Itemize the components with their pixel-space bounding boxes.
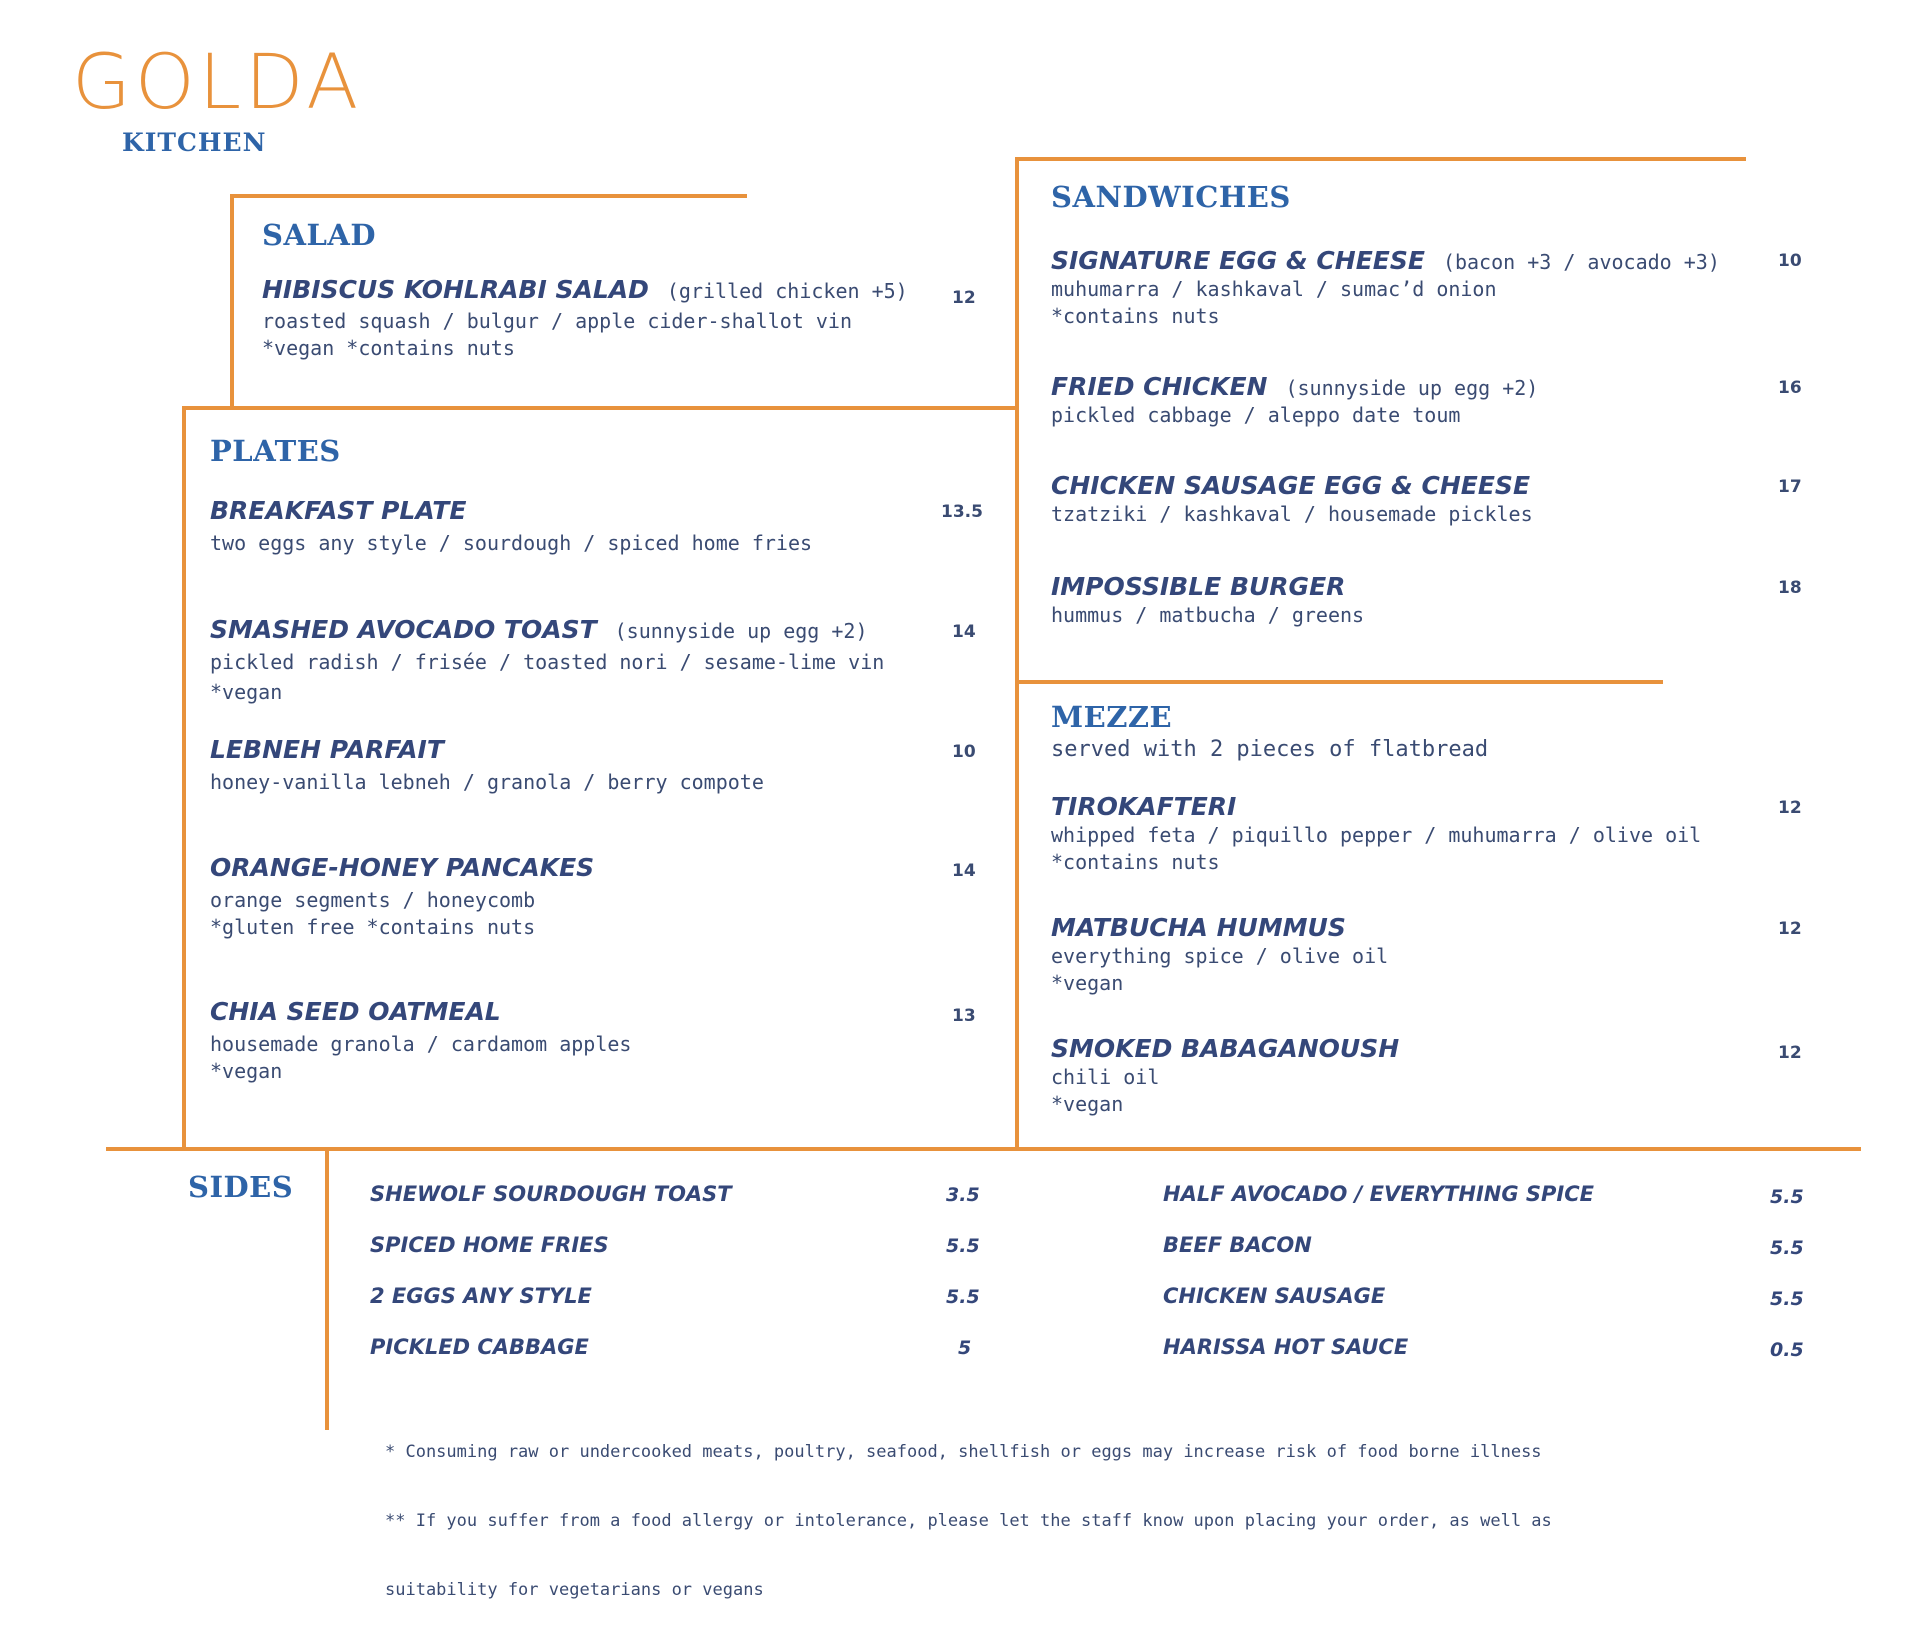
section-title-plates: PLATES: [210, 434, 341, 468]
menu-item: [1051, 1034, 1399, 1118]
item-price: 10: [1778, 251, 1802, 271]
item-price: 12: [1778, 798, 1802, 818]
section-title-sandwiches: SANDWICHES: [1051, 180, 1291, 214]
section-title-mezze: MEZZE: [1051, 700, 1173, 734]
menu-item: [210, 496, 812, 557]
side-item-name: PICKLED CABBAGE: [370, 1335, 589, 1359]
item-name: ORANGE-HONEY PANCAKES: [210, 853, 595, 882]
item-price: 14: [952, 861, 976, 881]
menu-item: [210, 615, 884, 706]
item-description: chili oil: [1051, 1065, 1160, 1089]
side-item-name: HARISSA HOT SAUCE: [1163, 1335, 1409, 1359]
item-description: pickled cabbage / aleppo date toum: [1051, 403, 1461, 427]
section-subtitle-mezze: served with 2 pieces of flatbread: [1051, 737, 1489, 762]
menu-item: [1051, 471, 1533, 528]
item-dietary-note: *vegan *contains nuts: [262, 336, 515, 360]
section-title-salad: SALAD: [262, 218, 376, 252]
side-item-price: 0.5: [1770, 1339, 1804, 1361]
side-item-name: CHICKEN SAUSAGE: [1163, 1284, 1386, 1308]
item-description: muhumarra / kashkaval / sumac’d onion: [1051, 277, 1497, 301]
side-item-price: 5.5: [1770, 1186, 1804, 1208]
item-description: orange segments / honeycomb: [210, 888, 536, 912]
item-price: 14: [952, 622, 976, 642]
item-name: SMASHED AVOCADO TOAST: [210, 615, 597, 644]
item-dietary-note: *gluten free *contains nuts: [210, 915, 536, 939]
item-name: HIBISCUS KOHLRABI SALAD: [262, 275, 649, 304]
divider-sandwiches-top: [1015, 157, 1746, 161]
item-description: two eggs any style / sourdough / spiced home fries: [210, 531, 813, 555]
side-item-price: 5.5: [946, 1235, 980, 1257]
item-price: 17: [1778, 477, 1802, 497]
menu-item: [262, 275, 908, 362]
side-item-price: 5.5: [1770, 1288, 1804, 1310]
side-item-price: 3.5: [946, 1184, 980, 1206]
divider-salad-top: [230, 194, 747, 198]
item-description: hummus / matbucha / greens: [1051, 603, 1365, 627]
divider-plates-top: [182, 406, 1019, 410]
logo-subtitle: KITCHEN: [122, 128, 267, 157]
item-description: pickled radish / frisée / toasted nori / sesame-lime vin: [210, 650, 885, 674]
item-addon: (sunnyside up egg +2): [1285, 376, 1539, 400]
item-dietary-note: *vegan: [1051, 971, 1124, 995]
footnote-food-safety: * Consuming raw or undercooked meats, poultry, seafood, shellfish or eggs may increase risk of food borne illness: [385, 1442, 1542, 1462]
item-name: FRIED CHICKEN: [1051, 372, 1268, 401]
footnote-allergy: ** If you suffer from a food allergy or intolerance, please let the staff know upon placing your order, as well as: [385, 1511, 1552, 1531]
item-price: 18: [1778, 578, 1802, 598]
item-description: honey-vanilla lebneh / granola / berry compote: [210, 770, 764, 794]
item-price: 12: [1778, 1043, 1802, 1063]
item-name: LEBNEH PARFAIT: [210, 735, 444, 764]
item-name: SIGNATURE EGG & CHEESE: [1051, 246, 1425, 275]
footnote-allergy-continued: suitability for vegetarians or vegans: [385, 1580, 764, 1600]
divider-salad-left: [230, 194, 234, 408]
item-addon: (grilled chicken +5): [666, 279, 908, 303]
item-addon: (bacon +3 / avocado +3): [1442, 250, 1720, 274]
item-dietary-note: *vegan: [210, 680, 283, 704]
section-title-sides: SIDES: [188, 1170, 294, 1204]
item-name: TIROKAFTERI: [1051, 792, 1237, 821]
item-addon: (sunnyside up egg +2): [614, 619, 868, 643]
divider-plates-left: [182, 406, 186, 1149]
footnotes: [385, 1395, 1552, 1625]
item-description: roasted squash / bulgur / apple cider-shallot vin: [262, 309, 853, 333]
item-price: 16: [1778, 378, 1802, 398]
item-name: BREAKFAST PLATE: [210, 496, 467, 525]
item-name: IMPOSSIBLE BURGER: [1051, 572, 1346, 601]
divider-sides-left: [325, 1147, 329, 1430]
item-name: CHICKEN SAUSAGE EGG & CHEESE: [1051, 471, 1531, 500]
menu-item: [210, 853, 594, 941]
item-description: everything spice / olive oil: [1051, 944, 1389, 968]
item-dietary-note: *vegan: [210, 1059, 283, 1083]
menu-item: [1051, 372, 1538, 429]
item-name: SMOKED BABAGANOUSH: [1051, 1034, 1400, 1063]
menu-item: [210, 997, 631, 1085]
side-item-name: SHEWOLF SOURDOUGH TOAST: [370, 1182, 732, 1206]
item-dietary-note: *vegan: [1051, 1092, 1124, 1116]
divider-center-vertical: [1015, 157, 1019, 1149]
item-name: MATBUCHA HUMMUS: [1051, 913, 1346, 942]
item-description: tzatziki / kashkaval / housemade pickles: [1051, 502, 1533, 526]
side-item-price: 5.5: [1770, 1237, 1804, 1259]
item-description: whipped feta / piquillo pepper / muhumarra / olive oil: [1051, 823, 1702, 847]
side-item-name: SPICED HOME FRIES: [370, 1233, 609, 1257]
logo-wordmark: GOLDA: [72, 37, 363, 126]
menu-item: [210, 735, 764, 796]
side-item-name: 2 EGGS ANY STYLE: [370, 1284, 592, 1308]
side-item-name: HALF AVOCADO / EVERYTHING SPICE: [1163, 1182, 1594, 1206]
side-item-price: 5: [958, 1337, 972, 1359]
item-price: 12: [952, 288, 976, 308]
item-description: housemade granola / cardamom apples: [210, 1032, 632, 1056]
side-item-name: BEEF BACON: [1163, 1233, 1312, 1257]
divider-sides-top: [106, 1147, 1861, 1151]
item-dietary-note: *contains nuts: [1051, 850, 1220, 874]
item-price: 13.5: [941, 502, 983, 522]
menu-item: [1051, 913, 1388, 997]
item-name: CHIA SEED OATMEAL: [210, 997, 501, 1026]
item-dietary-note: *contains nuts: [1051, 304, 1220, 328]
menu-item: [1051, 792, 1701, 876]
item-price: 12: [1778, 919, 1802, 939]
menu-item: [1051, 246, 1720, 330]
item-price: 13: [952, 1006, 976, 1026]
item-price: 10: [952, 742, 976, 762]
divider-mezze-top: [1015, 680, 1663, 684]
side-item-price: 5.5: [946, 1286, 980, 1308]
menu-item: [1051, 572, 1364, 629]
